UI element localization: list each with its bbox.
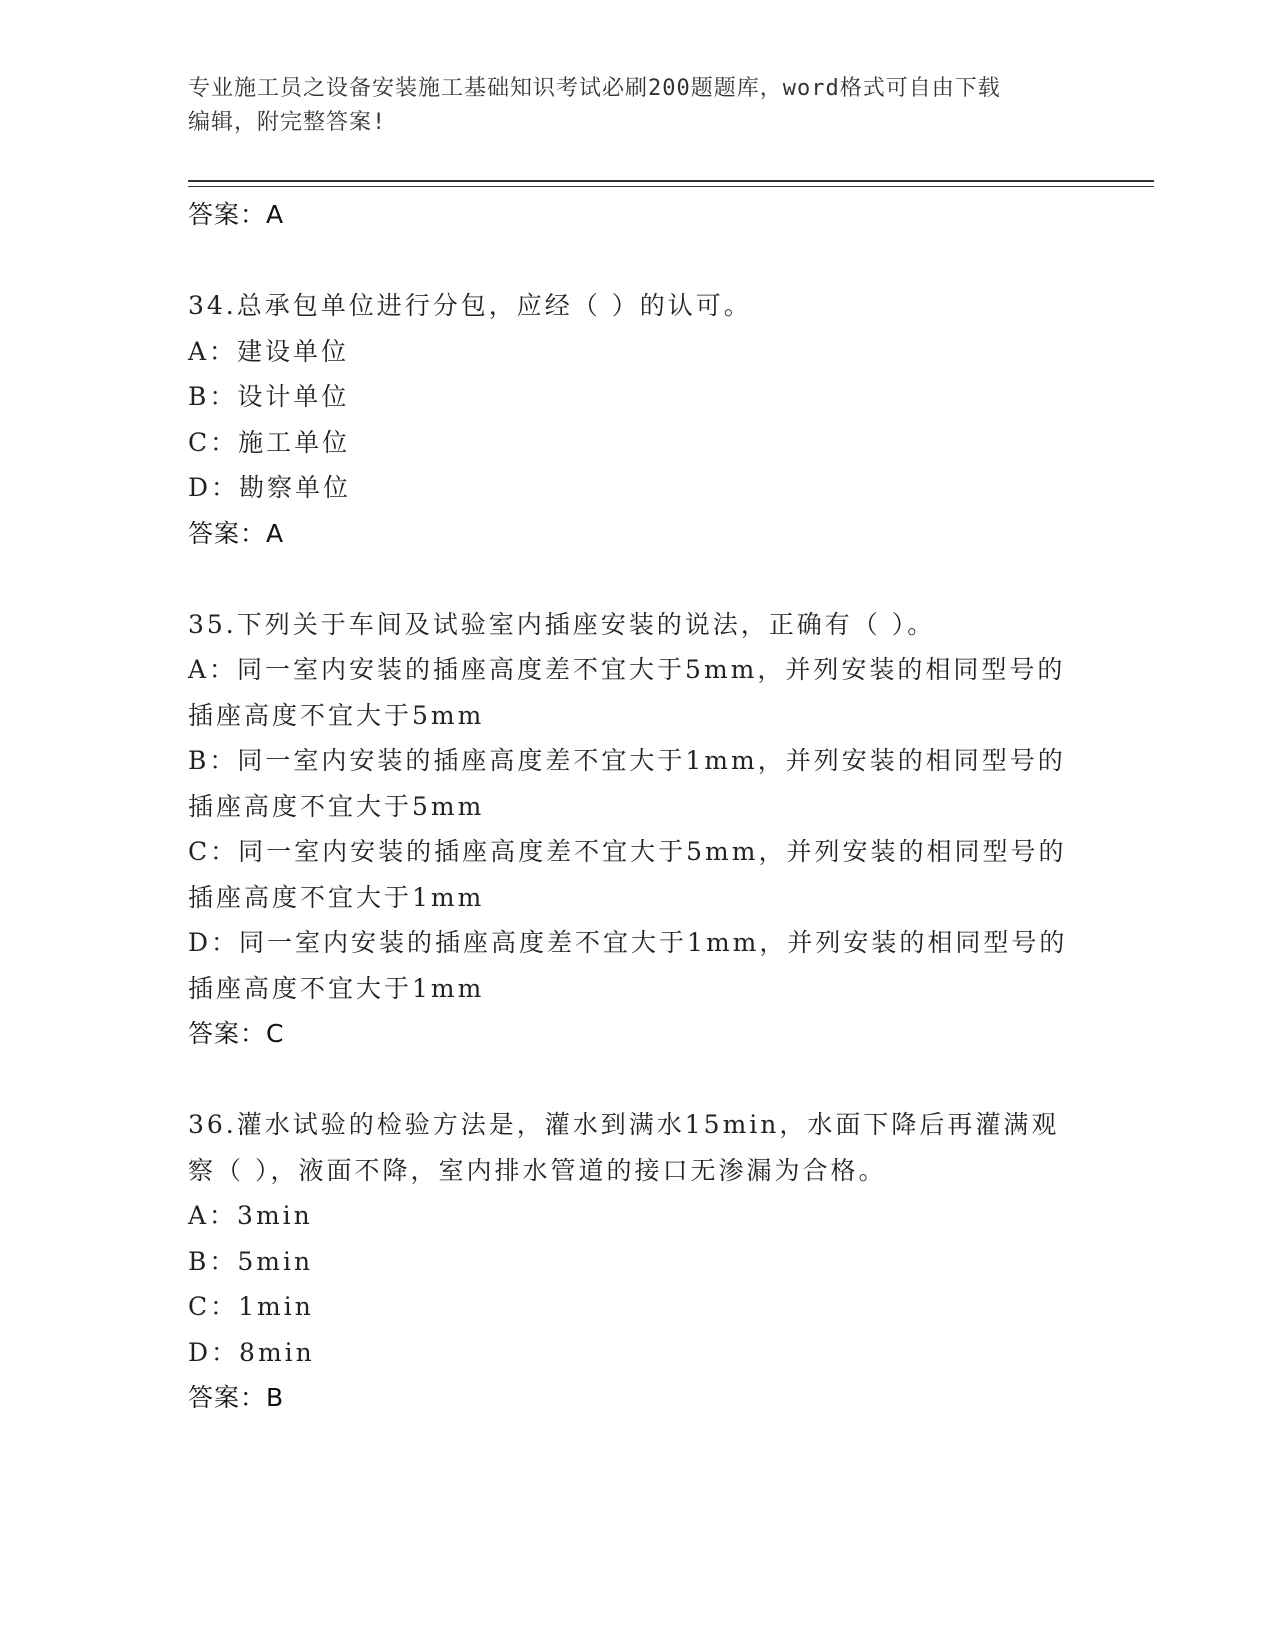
option-item [188,420,1068,466]
option-item [188,374,1068,420]
option-item [188,465,1068,511]
block-spacer [188,556,1068,602]
document-header [188,72,1068,140]
answer-label: 答案：B [188,1383,285,1412]
option-text: 插座高度不宜大于5mm [188,791,485,821]
option-text: 插座高度不宜大于1mm [188,973,485,1003]
answer-label: 答案：C [188,1019,285,1048]
option-text: D：勘察单位 [188,473,352,502]
option-item [188,329,1068,375]
answer-label: 答案：A [188,518,285,548]
option-text: A：同一室内安装的插座高度差不宜大于5mm，并列安装的相同型号的 [188,655,1066,684]
option-text: 插座高度不宜大于5mm [188,700,485,730]
option-text: 插座高度不宜大于1mm [188,882,485,912]
question-text: 35.下列关于车间及试验室内插座安装的说法，正确有（ ）。 [188,609,936,639]
question-block [188,602,1068,1057]
block-spacer [188,238,1068,284]
option-text: D：8min [188,1337,315,1367]
header-title-line-1: 专业施工员之设备安装施工基础知识考试必刷200题题库，word格式可自由下载 [188,76,1001,101]
question-text: 36.灌水试验的检验方法是，灌水到满水15min，水面下降后再灌满观 [188,1110,1060,1139]
option-text: A：建设单位 [188,336,350,366]
option-text: C：同一室内安装的插座高度差不宜大于5mm，并列安装的相同型号的 [188,837,1067,866]
option-text: A：3min [188,1201,313,1230]
option-text: B：5min [188,1246,314,1276]
question-block [188,283,1068,556]
header-title-line-2: 编辑，附完整答案! [188,110,387,135]
question-list [188,192,1068,1421]
option-item [188,1330,1068,1376]
header-divider-thin [188,186,1154,187]
answer-block [188,192,1068,238]
option-item [188,738,1068,829]
option-item [188,1193,1068,1239]
option-text: C：1min [188,1292,314,1321]
option-text: C：施工单位 [188,427,351,457]
answer-label: 答案：A [188,200,285,229]
option-item [188,829,1068,920]
option-item [188,1284,1068,1330]
option-item [188,647,1068,738]
option-text: B：设计单位 [188,382,350,411]
option-text: B：同一室内安装的插座高度差不宜大于1mm，并列安装的相同型号的 [188,746,1066,775]
question-text: 察（ ），液面不降，室内排水管道的接口无渗漏为合格。 [188,1155,887,1185]
block-spacer [188,1057,1068,1103]
option-text: D：同一室内安装的插座高度差不宜大于1mm，并列安装的相同型号的 [188,928,1068,957]
question-block [188,1102,1068,1421]
option-item [188,920,1068,1011]
header-divider-thick [188,180,1154,182]
question-text: 34.总承包单位进行分包，应经（ ）的认可。 [188,291,752,320]
option-item [188,1239,1068,1285]
